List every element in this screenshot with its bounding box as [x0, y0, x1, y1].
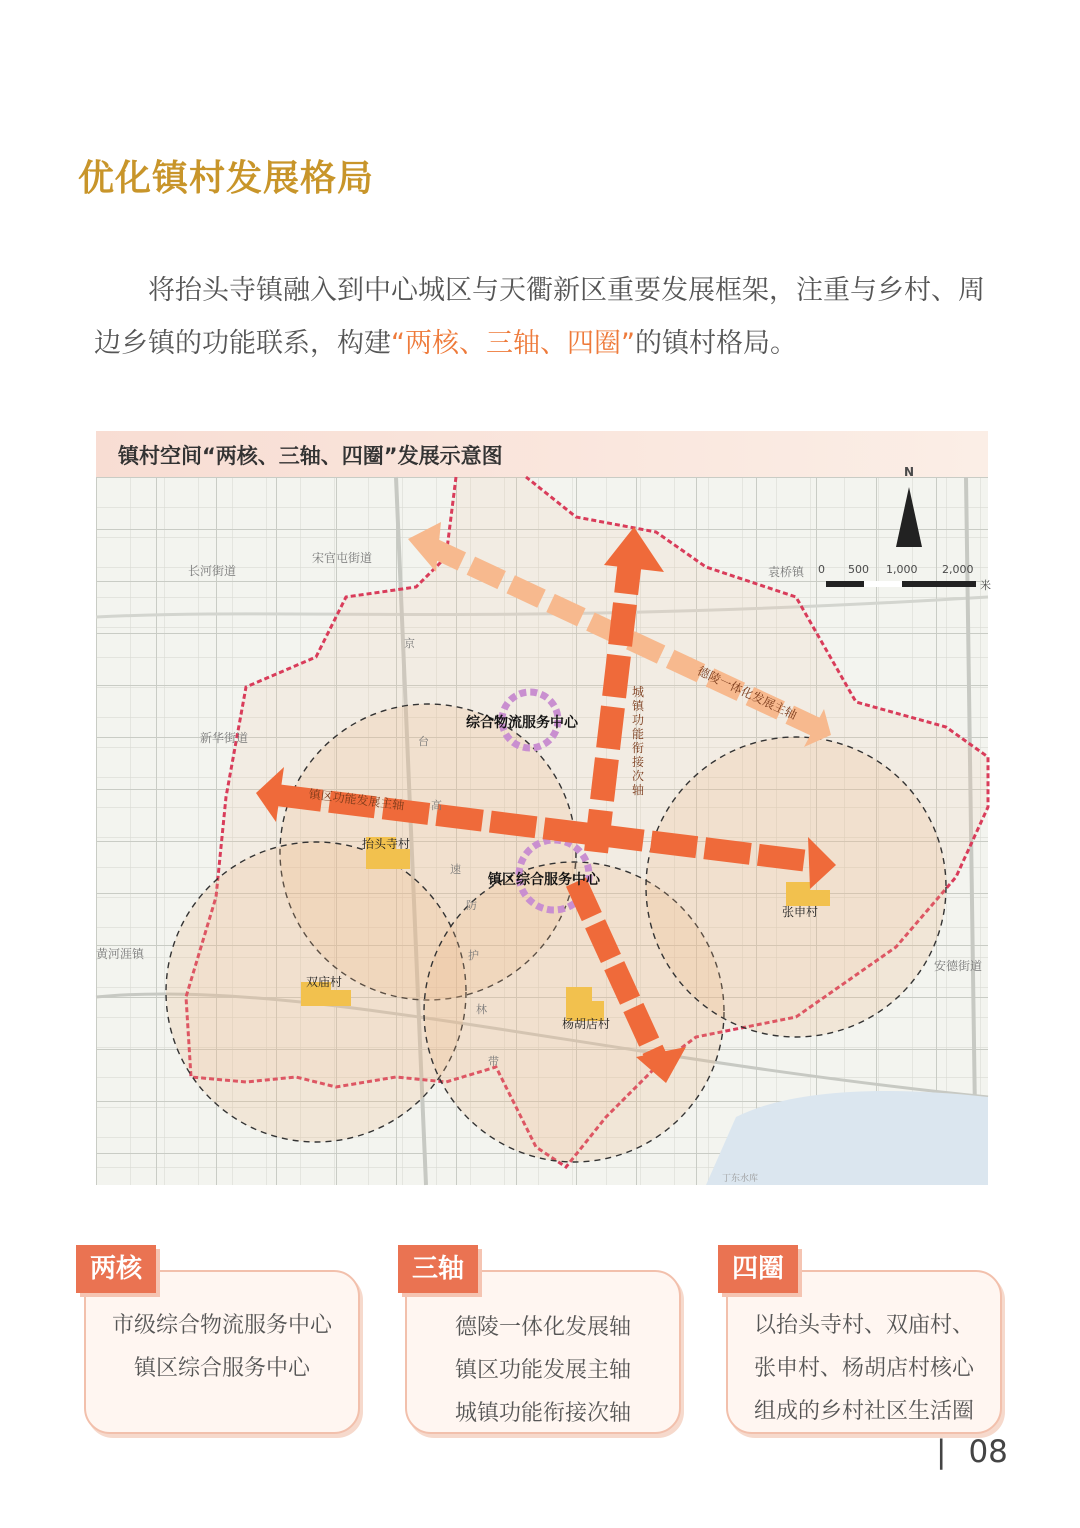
corridor-char-6: 护 [468, 949, 479, 962]
tag-three-axes: 三轴 [398, 1245, 478, 1293]
label-zhangshen: 张申村 [782, 905, 819, 919]
scale-tick-1000: 1,000 [886, 563, 918, 576]
corridor-char-1: 京 [404, 637, 415, 650]
card-line: 镇区综合服务中心 [133, 1356, 310, 1381]
card-line: 组成的乡村社区生活圈 [753, 1399, 974, 1424]
section-title: 优化镇村发展格局 [78, 158, 375, 199]
corridor-char-5: 防 [466, 899, 477, 912]
map-canvas [96, 477, 988, 1185]
urban-link-axis-label: 城镇功能衔接次轴 [632, 685, 645, 797]
label-taitousi: 抬头寺村 [362, 837, 411, 851]
card-line: 市级综合物流服务中心 [111, 1313, 332, 1338]
card-line: 以抬头寺村、双庙村、 [753, 1313, 974, 1338]
tag-four-circles: 四圈 [718, 1245, 798, 1293]
intro-highlight: “两核、三轴、四圈” [391, 328, 635, 359]
card-two-cores [84, 1270, 360, 1434]
scale-unit: 米 [980, 579, 991, 592]
intro-paragraph [94, 264, 994, 370]
intro-text: 将抬头寺镇融入到中心城区与天衢新区重要发展框架，注重与乡村、周边乡镇的功能联系，构建 [94, 275, 985, 359]
card-four-circles [726, 1270, 1002, 1434]
card-line: 张申村、杨胡店村核心 [753, 1356, 974, 1381]
corridor-char-4: 速 [450, 863, 461, 876]
scale-tick-500: 500 [848, 563, 869, 576]
page-number: | 08 [936, 1434, 1008, 1470]
deling-axis-label: 德陵一体化发展主轴 [695, 663, 800, 723]
scale-tick-2000: 2,000 [942, 563, 974, 576]
place-huanghe: 黄河涯镇 [96, 947, 145, 961]
place-songguantun: 宋官屯街道 [312, 551, 373, 565]
place-yuanqiao: 袁桥镇 [768, 565, 805, 579]
card-line: 德陵一体化发展轴 [454, 1315, 631, 1340]
town-center-label: 镇区综合服务中心 [488, 872, 600, 888]
north-label: N [904, 465, 915, 479]
town-main-axis-label: 镇区功能发展主轴 [308, 786, 406, 813]
place-changhe: 长河街道 [188, 564, 237, 578]
place-ande: 安德街道 [934, 959, 983, 973]
logistics-center-label: 综合物流服务中心 [466, 715, 578, 731]
corridor-char-2: 台 [418, 735, 429, 748]
scale-tick-0: 0 [818, 563, 825, 576]
place-dingdong: 丁东水库 [722, 1174, 759, 1184]
label-shuangmiao: 双庙村 [306, 975, 343, 989]
intro-text-end: 的镇村格局。 [634, 328, 797, 359]
card-three-axes [405, 1270, 681, 1434]
corridor-char-7: 林 [476, 1003, 487, 1016]
corridor-char-3: 高 [431, 799, 442, 812]
corridor-char-8: 带 [488, 1055, 499, 1068]
card-line: 城镇功能衔接次轴 [454, 1401, 631, 1426]
place-xinhua: 新华街道 [200, 731, 249, 745]
map [96, 465, 991, 1185]
card-line: 镇区功能发展主轴 [454, 1358, 631, 1383]
map-title: 镇村空间“两核、三轴、四圈”发展示意图 [118, 444, 503, 468]
label-yanghudian: 杨胡店村 [562, 1017, 611, 1031]
tag-two-cores: 两核 [76, 1245, 156, 1293]
map-title-bar [96, 431, 988, 477]
